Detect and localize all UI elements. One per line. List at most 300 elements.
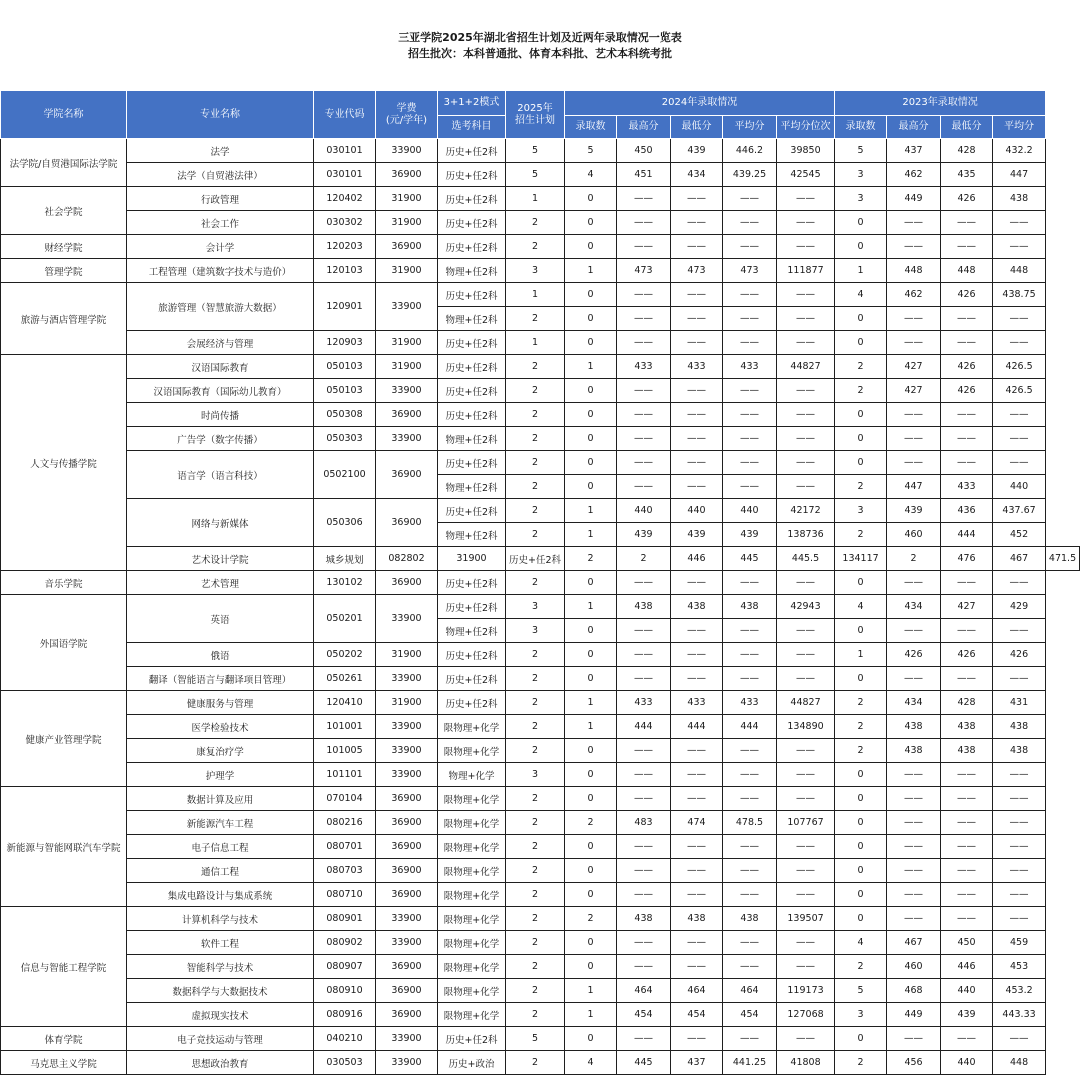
table-row	[1, 595, 1080, 619]
stat-2023-cell: 462	[887, 283, 941, 307]
stat-2023-cell: 0	[835, 763, 887, 787]
stat-2023-cell: ——	[941, 667, 993, 691]
code-cell: 082802	[376, 547, 438, 571]
stat-2024-cell: ——	[777, 763, 835, 787]
major-cell: 护理学	[127, 763, 314, 787]
college-cell: 财经学院	[1, 235, 127, 259]
table-row	[1, 787, 1080, 811]
stat-2023-cell: ——	[941, 907, 993, 931]
stat-2024-cell: ——	[671, 403, 723, 427]
stat-2023-cell: 437	[887, 139, 941, 163]
major-cell: 会展经济与管理	[127, 331, 314, 355]
stat-2024-cell: 438	[671, 907, 723, 931]
college-cell: 体育学院	[1, 1027, 127, 1051]
stat-2024-cell: 1	[565, 595, 617, 619]
plan-cell: 2	[506, 1003, 565, 1027]
stat-2023-cell: 3	[835, 499, 887, 523]
stat-2023-cell: 448	[993, 259, 1046, 283]
stat-2023-cell: 2	[835, 1051, 887, 1075]
stat-2024-cell: 439	[723, 523, 777, 547]
major-cell: 新能源汽车工程	[127, 811, 314, 835]
stat-2024-cell: ——	[723, 211, 777, 235]
stat-2024-cell: ——	[777, 955, 835, 979]
stat-2024-cell: 433	[617, 691, 671, 715]
stat-2024-cell: 478.5	[723, 811, 777, 835]
code-cell: 080710	[314, 883, 376, 907]
stat-2023-cell: ——	[887, 811, 941, 835]
stat-2023-cell: 438	[887, 715, 941, 739]
stat-2024-cell: ——	[723, 931, 777, 955]
code-cell: 080907	[314, 955, 376, 979]
fee-cell: 36900	[376, 883, 438, 907]
stat-2024-cell: ——	[671, 379, 723, 403]
header-2024-col: 最高分	[617, 116, 671, 139]
fee-cell: 33900	[376, 427, 438, 451]
fee-cell: 31900	[376, 211, 438, 235]
stat-2023-cell: 2	[835, 955, 887, 979]
fee-cell: 31900	[376, 691, 438, 715]
college-cell: 健康产业管理学院	[1, 691, 127, 787]
fee-cell: 31900	[376, 187, 438, 211]
subject-cell: 限物理+化学	[438, 907, 506, 931]
stat-2023-cell: 438	[941, 739, 993, 763]
stat-2024-cell: 5	[565, 139, 617, 163]
stat-2024-cell: 0	[565, 667, 617, 691]
stat-2024-cell: 0	[565, 787, 617, 811]
table-row	[1, 1027, 1080, 1051]
stat-2024-cell: 0	[565, 403, 617, 427]
title-block	[0, 0, 1080, 90]
table-row	[1, 907, 1080, 931]
plan-cell: 2	[506, 571, 565, 595]
stat-2024-cell: 439	[617, 523, 671, 547]
fee-cell: 33900	[376, 1027, 438, 1051]
college-cell: 管理学院	[1, 259, 127, 283]
subject-cell: 历史+任2科	[438, 355, 506, 379]
stat-2023-cell: ——	[887, 787, 941, 811]
stat-2023-cell: ——	[993, 1027, 1046, 1051]
stat-2024-cell: ——	[617, 931, 671, 955]
stat-2024-cell: 134890	[777, 715, 835, 739]
stat-2024-cell: ——	[671, 451, 723, 475]
stat-2023-cell: ——	[941, 883, 993, 907]
stat-2024-cell: 473	[671, 259, 723, 283]
header-2024-col: 平均分	[723, 116, 777, 139]
table-row	[1, 931, 1080, 955]
major-cell: 网络与新媒体	[127, 499, 314, 547]
page-subtitle: 招生批次：本科普通批、体育本科批、艺术本科统考批	[408, 47, 672, 60]
stat-2024-cell: 0	[565, 643, 617, 667]
code-cell: 070104	[314, 787, 376, 811]
stat-2024-cell: 474	[671, 811, 723, 835]
stat-2024-cell: ——	[617, 619, 671, 643]
stat-2024-cell: ——	[777, 235, 835, 259]
stat-2024-cell: 444	[723, 715, 777, 739]
stat-2023-cell: 434	[887, 595, 941, 619]
plan-cell: 2	[506, 979, 565, 1003]
plan-cell: 1	[506, 187, 565, 211]
table-row	[1, 1003, 1080, 1027]
fee-cell: 31900	[376, 355, 438, 379]
subject-cell: 限物理+化学	[438, 835, 506, 859]
stat-2023-cell: 471.5	[1046, 547, 1080, 571]
stat-2023-cell: 448	[993, 1051, 1046, 1075]
stat-2024-cell: ——	[723, 739, 777, 763]
stat-2023-cell: ——	[887, 835, 941, 859]
stat-2023-cell: 3	[835, 1003, 887, 1027]
stat-2024-cell: 1	[565, 259, 617, 283]
table-row	[1, 139, 1080, 163]
table-row	[1, 955, 1080, 979]
stat-2024-cell: 473	[723, 259, 777, 283]
major-cell: 思想政治教育	[127, 1051, 314, 1075]
major-cell: 汉语国际教育（国际幼儿教育）	[127, 379, 314, 403]
stat-2023-cell: ——	[887, 859, 941, 883]
stat-2023-cell: ——	[887, 235, 941, 259]
fee-cell: 36900	[376, 571, 438, 595]
stat-2024-cell: 0	[565, 187, 617, 211]
subject-cell: 历史+任2科	[438, 139, 506, 163]
plan-cell: 1	[506, 283, 565, 307]
code-cell: 120203	[314, 235, 376, 259]
stat-2024-cell: ——	[671, 1027, 723, 1051]
code-cell: 050103	[314, 355, 376, 379]
code-cell: 030101	[314, 139, 376, 163]
stat-2024-cell: ——	[777, 403, 835, 427]
code-cell: 101001	[314, 715, 376, 739]
stat-2023-cell: ——	[887, 331, 941, 355]
code-cell: 050308	[314, 403, 376, 427]
header-plan-line1: 2025年	[517, 102, 553, 114]
subject-cell: 物理+任2科	[438, 307, 506, 331]
stat-2024-cell: ——	[723, 403, 777, 427]
stat-2023-cell: 433	[941, 475, 993, 499]
subject-cell: 限物理+化学	[438, 979, 506, 1003]
stat-2023-cell: ——	[993, 403, 1046, 427]
fee-cell: 36900	[376, 235, 438, 259]
stat-2024-cell: 433	[671, 691, 723, 715]
subject-cell: 历史+任2科	[438, 403, 506, 427]
code-cell: 080216	[314, 811, 376, 835]
stat-2024-cell: 0	[565, 883, 617, 907]
fee-cell: 36900	[376, 811, 438, 835]
subject-cell: 限物理+化学	[438, 859, 506, 883]
stat-2023-cell: ——	[941, 787, 993, 811]
code-cell: 080902	[314, 931, 376, 955]
stat-2023-cell: 440	[993, 475, 1046, 499]
plan-cell: 2	[506, 379, 565, 403]
subject-cell: 历史+任2科	[438, 163, 506, 187]
stat-2023-cell: 438	[993, 715, 1046, 739]
subject-cell: 历史+任2科	[438, 451, 506, 475]
stat-2023-cell: 2	[835, 355, 887, 379]
stat-2024-cell: ——	[617, 331, 671, 355]
stat-2024-cell: ——	[777, 331, 835, 355]
stat-2024-cell: ——	[671, 283, 723, 307]
major-cell: 广告学（数字传播）	[127, 427, 314, 451]
stat-2024-cell: 0	[565, 235, 617, 259]
stat-2023-cell: 438	[993, 739, 1046, 763]
major-cell: 城乡规划	[314, 547, 376, 571]
stat-2023-cell: ——	[993, 859, 1046, 883]
stat-2023-cell: ——	[941, 307, 993, 331]
fee-cell: 33900	[376, 595, 438, 643]
fee-cell: 31900	[376, 331, 438, 355]
header-2023-col: 最低分	[941, 116, 993, 139]
stat-2023-cell: 2	[835, 739, 887, 763]
stat-2024-cell: 0	[565, 451, 617, 475]
stat-2024-cell: ——	[671, 475, 723, 499]
code-cell: 120410	[314, 691, 376, 715]
fee-cell: 36900	[376, 499, 438, 547]
header-major: 专业名称	[127, 91, 314, 139]
stat-2023-cell: 0	[835, 1027, 887, 1051]
college-cell: 马克思主义学院	[1, 1051, 127, 1075]
stat-2024-cell: ——	[723, 379, 777, 403]
stat-2024-cell: 446.2	[723, 139, 777, 163]
subject-cell: 历史+任2科	[438, 283, 506, 307]
stat-2024-cell: 1	[565, 691, 617, 715]
fee-cell: 33900	[376, 667, 438, 691]
stat-2024-cell: 464	[671, 979, 723, 1003]
stat-2024-cell: 127068	[777, 1003, 835, 1027]
stat-2024-cell: 0	[565, 739, 617, 763]
table-row	[1, 715, 1080, 739]
stat-2023-cell: ——	[887, 619, 941, 643]
plan-cell: 2	[506, 499, 565, 523]
stat-2023-cell: 440	[941, 1051, 993, 1075]
stat-2023-cell: 4	[835, 595, 887, 619]
stat-2023-cell: 0	[835, 427, 887, 451]
fee-cell: 33900	[376, 763, 438, 787]
table-row	[1, 691, 1080, 715]
plan-cell: 5	[506, 139, 565, 163]
stat-2024-cell: 2	[565, 811, 617, 835]
stat-2024-cell: 450	[617, 139, 671, 163]
fee-cell: 33900	[376, 739, 438, 763]
stat-2024-cell: 444	[671, 715, 723, 739]
fee-cell: 36900	[376, 955, 438, 979]
code-cell: 101101	[314, 763, 376, 787]
stat-2024-cell: 446	[671, 547, 723, 571]
major-cell: 艺术管理	[127, 571, 314, 595]
stat-2024-cell: ——	[723, 955, 777, 979]
stat-2023-cell: 426.5	[993, 355, 1046, 379]
code-cell: 101005	[314, 739, 376, 763]
stat-2024-cell: ——	[723, 1027, 777, 1051]
stat-2023-cell: ——	[941, 835, 993, 859]
subject-cell: 历史+任2科	[438, 667, 506, 691]
stat-2024-cell: 0	[565, 331, 617, 355]
code-cell: 050261	[314, 667, 376, 691]
fee-cell: 33900	[376, 139, 438, 163]
stat-2023-cell: 449	[887, 1003, 941, 1027]
stat-2023-cell: 4	[835, 283, 887, 307]
stat-2024-cell: 0	[565, 931, 617, 955]
stat-2024-cell: 44827	[777, 355, 835, 379]
stat-2023-cell: ——	[941, 859, 993, 883]
subject-cell: 历史+任2科	[438, 643, 506, 667]
plan-cell: 2	[506, 643, 565, 667]
plan-cell: 1	[506, 331, 565, 355]
stat-2024-cell: ——	[617, 787, 671, 811]
header-fee-line1: 学费	[396, 102, 417, 114]
stat-2023-cell: ——	[941, 403, 993, 427]
header-2024-col: 录取数	[565, 116, 617, 139]
major-cell: 英语	[127, 595, 314, 643]
code-cell: 040210	[314, 1027, 376, 1051]
stat-2024-cell: ——	[777, 739, 835, 763]
stat-2024-cell: ——	[671, 739, 723, 763]
stat-2024-cell: ——	[671, 787, 723, 811]
code-cell: 050103	[314, 379, 376, 403]
stat-2023-cell: 426	[887, 643, 941, 667]
stat-2024-cell: ——	[723, 427, 777, 451]
stat-2023-cell: ——	[887, 427, 941, 451]
subject-cell: 历史+政治	[438, 1051, 506, 1075]
table-header	[1, 91, 1080, 139]
header-code: 专业代码	[314, 91, 376, 139]
table-row	[1, 451, 1080, 475]
plan-cell: 2	[506, 355, 565, 379]
code-cell: 030302	[314, 211, 376, 235]
stat-2024-cell: 437	[671, 1051, 723, 1075]
plan-cell: 2	[506, 955, 565, 979]
code-cell: 030503	[314, 1051, 376, 1075]
stat-2024-cell: 4	[565, 1051, 617, 1075]
stat-2024-cell: 464	[617, 979, 671, 1003]
code-cell: 120901	[314, 283, 376, 331]
stat-2024-cell: ——	[723, 283, 777, 307]
stat-2024-cell: 0	[565, 307, 617, 331]
header-plan-line2: 招生计划	[515, 114, 555, 126]
stat-2023-cell: 438	[993, 187, 1046, 211]
stat-2024-cell: ——	[671, 763, 723, 787]
stat-2023-cell: 2	[835, 379, 887, 403]
stat-2023-cell: 453	[993, 955, 1046, 979]
fee-cell: 33900	[376, 283, 438, 331]
plan-cell: 2	[506, 451, 565, 475]
stat-2024-cell: 433	[671, 355, 723, 379]
stat-2024-cell: ——	[671, 235, 723, 259]
stat-2024-cell: 438	[617, 907, 671, 931]
table-row	[1, 859, 1080, 883]
stat-2024-cell: 0	[565, 211, 617, 235]
fee-cell: 33900	[376, 931, 438, 955]
stat-2024-cell: ——	[617, 187, 671, 211]
stat-2023-cell: ——	[993, 571, 1046, 595]
stat-2023-cell: ——	[993, 907, 1046, 931]
stat-2024-cell: 0	[565, 283, 617, 307]
stat-2024-cell: 0	[565, 427, 617, 451]
stat-2024-cell: ——	[671, 331, 723, 355]
stat-2024-cell: 439	[671, 139, 723, 163]
stat-2024-cell: 433	[723, 355, 777, 379]
fee-cell: 36900	[376, 403, 438, 427]
stat-2023-cell: 0	[835, 859, 887, 883]
stat-2024-cell: ——	[671, 931, 723, 955]
stat-2024-cell: ——	[777, 883, 835, 907]
stat-2023-cell: 436	[941, 499, 993, 523]
stat-2024-cell: 451	[617, 163, 671, 187]
stat-2024-cell: ——	[777, 787, 835, 811]
plan-cell: 2	[506, 211, 565, 235]
plan-cell: 5	[506, 1027, 565, 1051]
stat-2023-cell: ——	[993, 787, 1046, 811]
stat-2024-cell: 454	[723, 1003, 777, 1027]
stat-2023-cell: ——	[887, 451, 941, 475]
stat-2023-cell: 428	[941, 691, 993, 715]
code-cell: 050303	[314, 427, 376, 451]
stat-2023-cell: 447	[993, 163, 1046, 187]
stat-2023-cell: 431	[993, 691, 1046, 715]
major-cell: 电子竞技运动与管理	[127, 1027, 314, 1051]
stat-2023-cell: 429	[993, 595, 1046, 619]
stat-2024-cell: ——	[723, 859, 777, 883]
stat-2024-cell: 0	[565, 955, 617, 979]
subject-cell: 限物理+化学	[438, 883, 506, 907]
stat-2023-cell: ——	[887, 307, 941, 331]
stat-2024-cell: 441.25	[723, 1051, 777, 1075]
stat-2024-cell: 438	[723, 595, 777, 619]
stat-2023-cell: 0	[835, 835, 887, 859]
stat-2024-cell: ——	[723, 619, 777, 643]
stat-2024-cell: 434	[671, 163, 723, 187]
table-row	[1, 331, 1080, 355]
stat-2023-cell: 435	[941, 163, 993, 187]
major-cell: 集成电路设计与集成系统	[127, 883, 314, 907]
header-fee	[376, 91, 438, 139]
stat-2023-cell: 438	[887, 739, 941, 763]
stat-2024-cell: ——	[723, 331, 777, 355]
stat-2024-cell: ——	[617, 763, 671, 787]
stat-2024-cell: 433	[617, 355, 671, 379]
header-fee-line2: (元/学年)	[385, 114, 428, 126]
stat-2024-cell: 42943	[777, 595, 835, 619]
stat-2024-cell: 111877	[777, 259, 835, 283]
stat-2023-cell: 4	[835, 931, 887, 955]
stat-2024-cell: 0	[565, 859, 617, 883]
stat-2024-cell: ——	[723, 763, 777, 787]
subject-cell: 历史+任2科	[506, 547, 565, 571]
stat-2024-cell: 440	[671, 499, 723, 523]
stat-2024-cell: 444	[617, 715, 671, 739]
stat-2023-cell: ——	[993, 667, 1046, 691]
code-cell: 080916	[314, 1003, 376, 1027]
stat-2023-cell: ——	[887, 883, 941, 907]
stat-2024-cell: 1	[565, 355, 617, 379]
stat-2023-cell: 450	[941, 931, 993, 955]
stat-2024-cell: 0	[565, 1027, 617, 1051]
stat-2023-cell: 428	[941, 139, 993, 163]
stat-2023-cell: 3	[835, 187, 887, 211]
code-cell: 120903	[314, 331, 376, 355]
fee-cell: 33900	[376, 715, 438, 739]
stat-2024-cell: ——	[617, 955, 671, 979]
college-cell: 法学院/自贸港国际法学院	[1, 139, 127, 187]
stat-2024-cell: ——	[777, 619, 835, 643]
stat-2024-cell: ——	[723, 307, 777, 331]
stat-2024-cell: ——	[617, 283, 671, 307]
plan-cell: 3	[506, 259, 565, 283]
fee-cell: 31900	[376, 643, 438, 667]
code-cell: 030101	[314, 163, 376, 187]
stat-2024-cell: ——	[617, 739, 671, 763]
stat-2023-cell: ——	[941, 427, 993, 451]
header-2024-col: 最低分	[671, 116, 723, 139]
table-row	[1, 979, 1080, 1003]
college-cell: 艺术设计学院	[127, 547, 314, 571]
